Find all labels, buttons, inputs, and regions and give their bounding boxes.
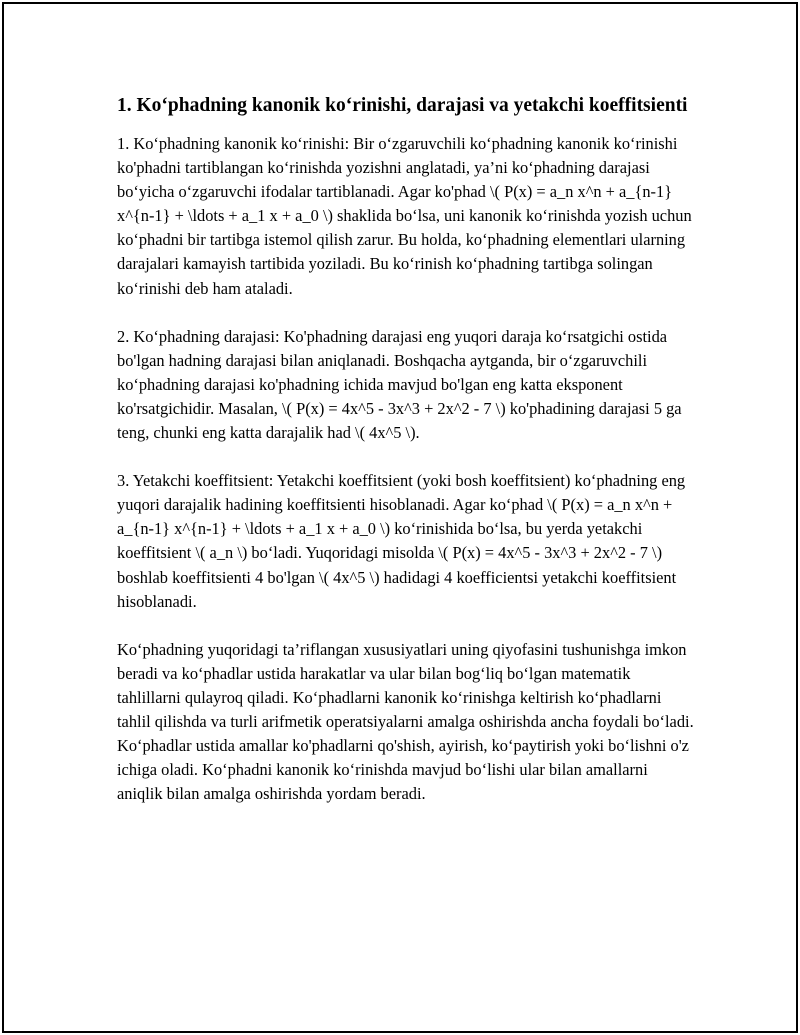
paragraph-canonical-form: 1. Ko‘phadning kanonik ko‘rinishi: Bir o‘zgaruvchili ko‘phadning kanonik ko‘rinishi ko'phadni tartiblangan ko‘rinishda yozishni anglatadi, ya’ni ko‘phadning darajasi bo‘yicha o‘zgaruvchi ifodalar tartiblanadi. Agar ko'phad \( P(x) = a_n x^n + a_{n-1} x^{n-1} + \ldots + a_1 x + a_0 \) shaklida bo‘lsa, uni kanonik ko‘rinishda yozish uchun ko‘phadni bir tartibga istemol qilish zarur. Bu holda, ko‘phadning elementlari ularning darajalari kamayish tartibida yoziladi. Bu ko‘rinish ko‘phadning tartibga solingan ko‘rinishi deb ham ataladi. [117, 134, 692, 298]
paragraph-summary: Ko‘phadning yuqoridagi ta’riflangan xususiyatlari uning qiyofasini tushunishga imkon beradi va ko‘phadlar ustida harakatlar va ular bilan bog‘liq bo‘lgan matematik tahlillarni qulayroq qiladi. Ko‘phadlarni kanonik ko‘rinishga keltirish ko‘phadlarni tahlil qilishda va turli arifmetik operatsiyalarni amalga oshirishda ancha foydali bo‘ladi. Ko‘phadlar ustida amallar ko'phadlarni qo'shish, ayirish, ko‘paytirish yoki bo‘lishni o'z ichiga oladi. Ko‘phadni kanonik ko‘rinishda mavjud bo‘lishi ular bilan amallarni aniqlik bilan amalga oshirishda yordam beradi. [117, 639, 694, 804]
paragraph-degree: 2. Ko‘phadning darajasi: Ko'phadning darajasi eng yuqori daraja ko‘rsatgichi ostida bo'lgan hadning darajasi bilan aniqlanadi. Boshqacha aytganda, bir o‘zgaruvchili ko‘phadning darajasi ko'phadning ichida mavjud bo'lgan eng katta eksponent ko'rsatgichidir. Masalan, \( P(x) = 4x^5 - 3x^3 + 2x^2 - 7 \) ko'phadining darajasi 5 ga teng, chunki eng katta darajalik had \( 4x^5 \). [117, 326, 682, 443]
document-title: 1. Ko‘phadning kanonik ko‘rinishi, darajasi va yetakchi koeffitsienti [117, 95, 688, 116]
paragraph-leading-coefficient: 3. Yetakchi koeffitsient: Yetakchi koeffitsient (yoki bosh koeffitsient) ko‘phadning eng yuqori darajalik hadining koeffitsienti hisoblanadi. Agar ko‘phad \( P(x) = a_n x^n + a_{n-1} x^{n-1} + \ldots + a_1 x + a_0 \) ko‘rinishida bo‘lsa, bu yerda yetakchi koeffitsient \( a_n \) bo‘ladi. Yuqoridagi misolda \( P(x) = 4x^5 - 3x^3 + 2x^2 - 7 \) boshlab koeffitsienti 4 bo'lgan \( 4x^5 \) hadidagi 4 koefficientsi yetakchi koeffitsient hisoblanadi. [117, 471, 686, 611]
document-body [117, 92, 697, 830]
